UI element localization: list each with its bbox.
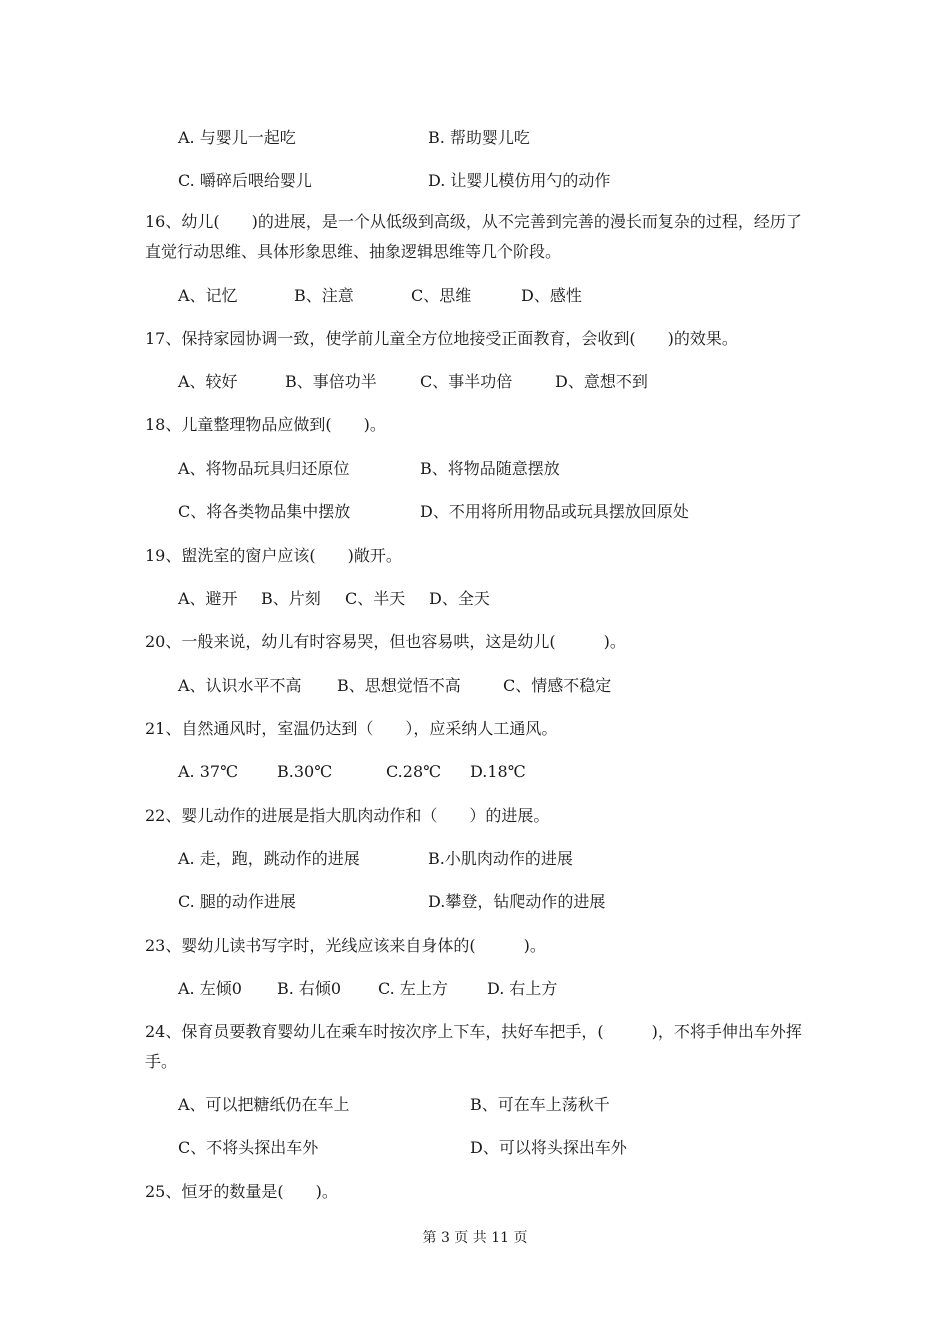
q16-option-d: D、感性: [521, 286, 582, 305]
q20-option-b: B、思想觉悟不高: [337, 676, 461, 695]
q22-text: 22、婴儿动作的进展是指大肌肉动作和（ ）的进展。: [145, 806, 550, 825]
q19-option-c: C、半天: [345, 589, 406, 608]
q22-option-c: C. 腿的动作进展: [178, 892, 296, 911]
q16-option-b: B、注意: [294, 286, 354, 305]
q19-option-d: D、全天: [429, 589, 490, 608]
q17-option-d: D、意想不到: [555, 372, 648, 391]
q20-text: 20、一般来说，幼儿有时容易哭，但也容易哄，这是幼儿( )。: [145, 632, 626, 651]
q15-option-c: C. 嚼碎后喂给婴儿: [178, 171, 312, 190]
q24-option-d: D、可以将头探出车外: [470, 1138, 627, 1157]
q21-option-c: C.28℃: [386, 762, 442, 781]
q21-option-d: D.18℃: [470, 762, 526, 781]
q17-option-b: B、事倍功半: [285, 372, 377, 391]
q18-option-a: A、将物品玩具归还原位: [178, 459, 350, 478]
q15-option-a: A. 与婴儿一起吃: [178, 128, 296, 147]
q18-option-d: D、不用将所用物品或玩具摆放回原处: [420, 502, 689, 521]
q17-option-a: A、较好: [178, 372, 238, 391]
q24-option-c: C、不将头探出车外: [178, 1138, 319, 1157]
q20-option-a: A、认识水平不高: [178, 676, 302, 695]
q23-text: 23、婴幼儿读书写字时，光线应该来自身体的( )。: [145, 936, 546, 955]
q17-option-c: C、事半功倍: [420, 372, 513, 391]
q15-option-d: D. 让婴儿模仿用勺的动作: [428, 171, 611, 190]
q21-option-b: B.30℃: [277, 762, 333, 781]
page-number-footer: 第 3 页 共 11 页: [422, 1230, 528, 1246]
q20-option-c: C、情感不稳定: [503, 676, 612, 695]
q19-text: 19、盥洗室的窗户应该( )敞开。: [145, 546, 402, 565]
q18-option-b: B、将物品随意摆放: [420, 459, 560, 478]
q23-option-b: B. 右倾0: [277, 979, 342, 998]
q16-text: 16、幼儿( )的进展，是一个从低级到高级，从不完善到完善的漫长而复杂的过程，经历了直觉行动思维、具体形象思维、抽象逻辑思维等几个阶段。: [145, 212, 802, 261]
q22-option-a: A. 走，跑，跳动作的进展: [178, 849, 360, 868]
q22-option-b: B.小肌肉动作的进展: [428, 849, 573, 868]
q21-option-a: A. 37℃: [178, 762, 238, 781]
q24-option-a: A、可以把糖纸仍在车上: [178, 1095, 350, 1114]
q24-option-b: B、可在车上荡秋千: [470, 1095, 610, 1114]
q23-option-c: C. 左上方: [378, 979, 448, 998]
q23-option-a: A. 左倾0: [178, 979, 242, 998]
q19-option-b: B、片刻: [261, 589, 321, 608]
q18-option-c: C、将各类物品集中摆放: [178, 502, 351, 521]
q25-text: 25、恒牙的数量是( )。: [145, 1182, 338, 1201]
q19-option-a: A、避开: [178, 589, 238, 608]
q21-text: 21、自然通风时，室温仍达到（ ），应采纳人工通风。: [145, 719, 558, 738]
q16-option-c: C、思维: [411, 286, 472, 305]
q22-option-d: D.攀登，钻爬动作的进展: [428, 892, 606, 911]
q17-text: 17、保持家园协调一致，使学前儿童全方位地接受正面教育，会收到( )的效果。: [145, 329, 738, 348]
q15-option-b: B. 帮助婴儿吃: [428, 128, 530, 147]
q18-text: 18、儿童整理物品应做到( )。: [145, 415, 386, 434]
q23-option-d: D. 右上方: [487, 979, 558, 998]
q16-option-a: A、记忆: [178, 286, 238, 305]
q24-text: 24、保育员要教育婴幼儿在乘车时按次序上下车，扶好车把手，( )，不将手伸出车外挥手。: [145, 1022, 802, 1071]
